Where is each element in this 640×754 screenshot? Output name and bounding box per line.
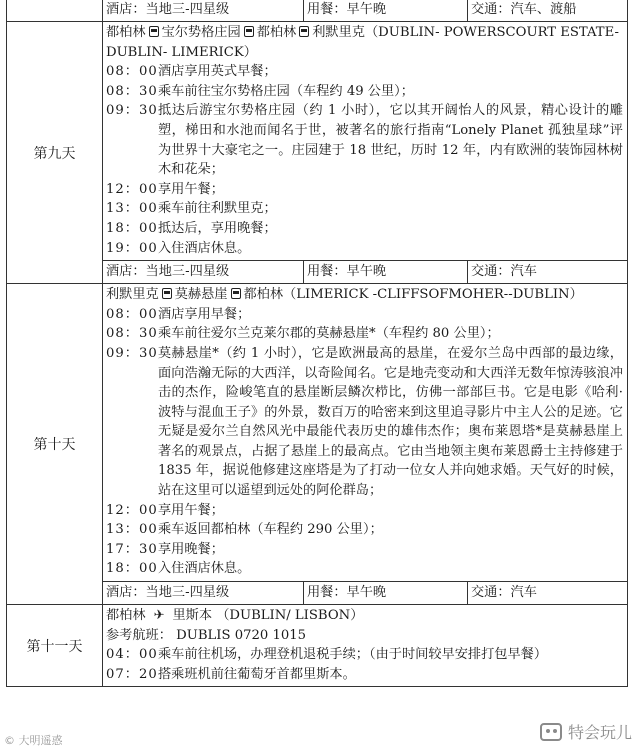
- schedule-item: 18：00 入住酒店休息。: [106, 561, 251, 577]
- schedule-item: 12：00 享用午餐；: [106, 181, 224, 197]
- bus-icon: [231, 288, 241, 299]
- transport-cell: 交通：汽车: [467, 261, 627, 283]
- schedule-item: 13：00 乘车返回都柏林（车程约 290 公里）；: [106, 522, 383, 538]
- itinerary-table: [6, 0, 628, 687]
- day8-info-row: [7, 0, 628, 22]
- day11-route: 都柏林 ✈ 里斯本 （DUBLIN/ LISBON）: [106, 608, 364, 624]
- schedule-item: 09：30 莫赫悬崖*（约 1 小时），它是欧洲最高的悬崖，在爱尔兰岛中西部的最边缘，面向浩瀚无际的大西洋，以奇险闻名。它是地壳变动和大西洋无数年惊涛骇浪冲击的杰作，险峻笔直的悬崖断层鳞次栉比，仿佛一部部巨书。它是电影《哈利·波特与混血王子》的外景，数百万的哈密来到这里追寻影片中主人公的足迹。它无疑是爱尔兰自然风光中最能代表历史的雄伟杰作；奥布莱恩塔*是莫赫悬崖上著名的观景点，占据了悬崖上的最高点。它由当地领主奥布莱恩爵士主持修建于 1835 年，据说他修建这座塔是为了打动一位女人并向她求婚。天气好的时候，站在这里可以遥望到远处的阿伦群岛；: [106, 345, 623, 499]
- bus-icon: [162, 288, 172, 299]
- day9-row: [7, 22, 628, 261]
- day11-row: [7, 605, 628, 687]
- schedule-item: 17：30 享用晚餐；: [106, 541, 224, 557]
- schedule-item: 12：00 享用午餐；: [106, 502, 224, 518]
- transport-cell: 交通：汽车、渡船: [467, 0, 627, 21]
- hotel-cell: 酒店：当地三-四星级: [106, 264, 230, 280]
- meals-cell: 用餐：早午晚: [303, 0, 467, 21]
- bus-icon: [299, 26, 309, 37]
- schedule-item: 08：00 酒店享用早餐；: [106, 306, 251, 322]
- schedule-item: 08：30 乘车前往爱尔兰克莱尔郡的莫赫悬崖*（车程约 80 公里）；: [106, 326, 500, 342]
- schedule-item: 07：20 搭乘班机前往葡萄牙首都里斯本。: [106, 666, 356, 682]
- day10-row: [7, 284, 628, 582]
- airplane-icon: ✈: [153, 608, 165, 624]
- day11-label: 第十一天: [7, 605, 103, 687]
- schedule-item: 04：00 乘车前往机场，办理登机退税手续；（由于时间较早安排打包早餐）: [106, 647, 548, 663]
- watermark-right: 特会玩儿: [540, 720, 632, 743]
- hotel-cell: 酒店：当地三-四星级: [106, 2, 230, 17]
- day10-label: 第十天: [7, 284, 103, 605]
- flight-reference: 参考航班： DUBLIS 0720 1015: [106, 627, 307, 643]
- schedule-item: 09：30 抵达后游宝尔势格庄园（约 1 小时），它以其开阔怡人的风景，精心设计的雕塑，梯田和水池而闻名于世，被著名的旅行指南“Lonely Planet 孤独星球”评为世界十大豪宅之一。庄园建于 18 世纪，历时 12 年，内有欧洲的装饰园林树木和花朵；: [106, 103, 623, 178]
- meals-cell: 用餐：早午晚: [303, 261, 467, 283]
- schedule-item: 08：00 酒店享用英式早餐；: [106, 64, 277, 80]
- day9-route: 都柏林 宝尔势格庄园 都柏林 利默里克（DUBLIN- POWERSCOURT ESTATE-DUBLIN- LIMERICK）: [106, 25, 619, 60]
- wechat-icon: [540, 723, 562, 741]
- schedule-item: 13：00 乘车前往利默里克；: [106, 201, 277, 217]
- bus-icon: [244, 26, 254, 37]
- schedule-item: 18：00 抵达后，享用晚餐；: [106, 220, 277, 236]
- transport-cell: 交通：汽车: [467, 582, 627, 604]
- watermark-left: © 大明遥惑: [4, 734, 63, 747]
- bus-icon: [149, 26, 159, 37]
- hotel-cell: 酒店：当地三-四星级: [106, 585, 230, 601]
- day10-route: 利默里克 莫赫悬崖 都柏林（LIMERICK -CLIFFSOFMOHER--DUBLIN）: [106, 287, 583, 303]
- schedule-item: 19：00 入住酒店休息。: [106, 240, 251, 256]
- meals-cell: 用餐：早午晚: [303, 582, 467, 604]
- schedule-item: 08：30 乘车前往宝尔势格庄园（车程约 49 公里）；: [106, 83, 414, 99]
- day9-label: 第九天: [7, 22, 103, 284]
